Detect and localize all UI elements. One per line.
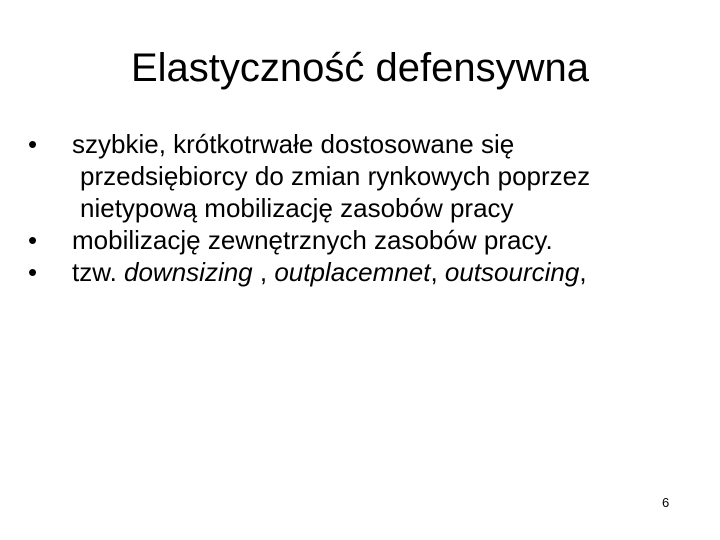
bullet-item-1 bbox=[28, 128, 688, 224]
bullet-list bbox=[28, 128, 688, 288]
bullet-marker: • bbox=[28, 257, 38, 287]
bullet-text: mobilizację zewnętrznych zasobów pracy. bbox=[72, 225, 553, 255]
bullet-marker: • bbox=[28, 129, 38, 159]
term-separator: , bbox=[252, 257, 275, 287]
bullet-text bbox=[72, 256, 688, 288]
slide-title: Elastyczność defensywna bbox=[130, 46, 589, 90]
bullet-item-2 bbox=[28, 224, 688, 256]
bullet-item-3 bbox=[28, 256, 688, 288]
term-outsourcing: outsourcing bbox=[444, 257, 580, 287]
page-number: 6 bbox=[662, 495, 670, 510]
term-separator: , bbox=[430, 257, 445, 287]
term-downsizing: downsizing bbox=[124, 257, 253, 287]
bullet-marker: • bbox=[28, 225, 38, 255]
bullet-text: szybkie, krótkotrwałe dostosowane się przedsiębiorcy do zmian rynkowych poprzez nietypową mobilizację zasobów pracy bbox=[72, 129, 591, 223]
bullet-prefix: tzw. bbox=[72, 257, 125, 287]
term-outplacement: outplacemnet bbox=[274, 257, 431, 287]
term-separator: , bbox=[579, 257, 587, 287]
